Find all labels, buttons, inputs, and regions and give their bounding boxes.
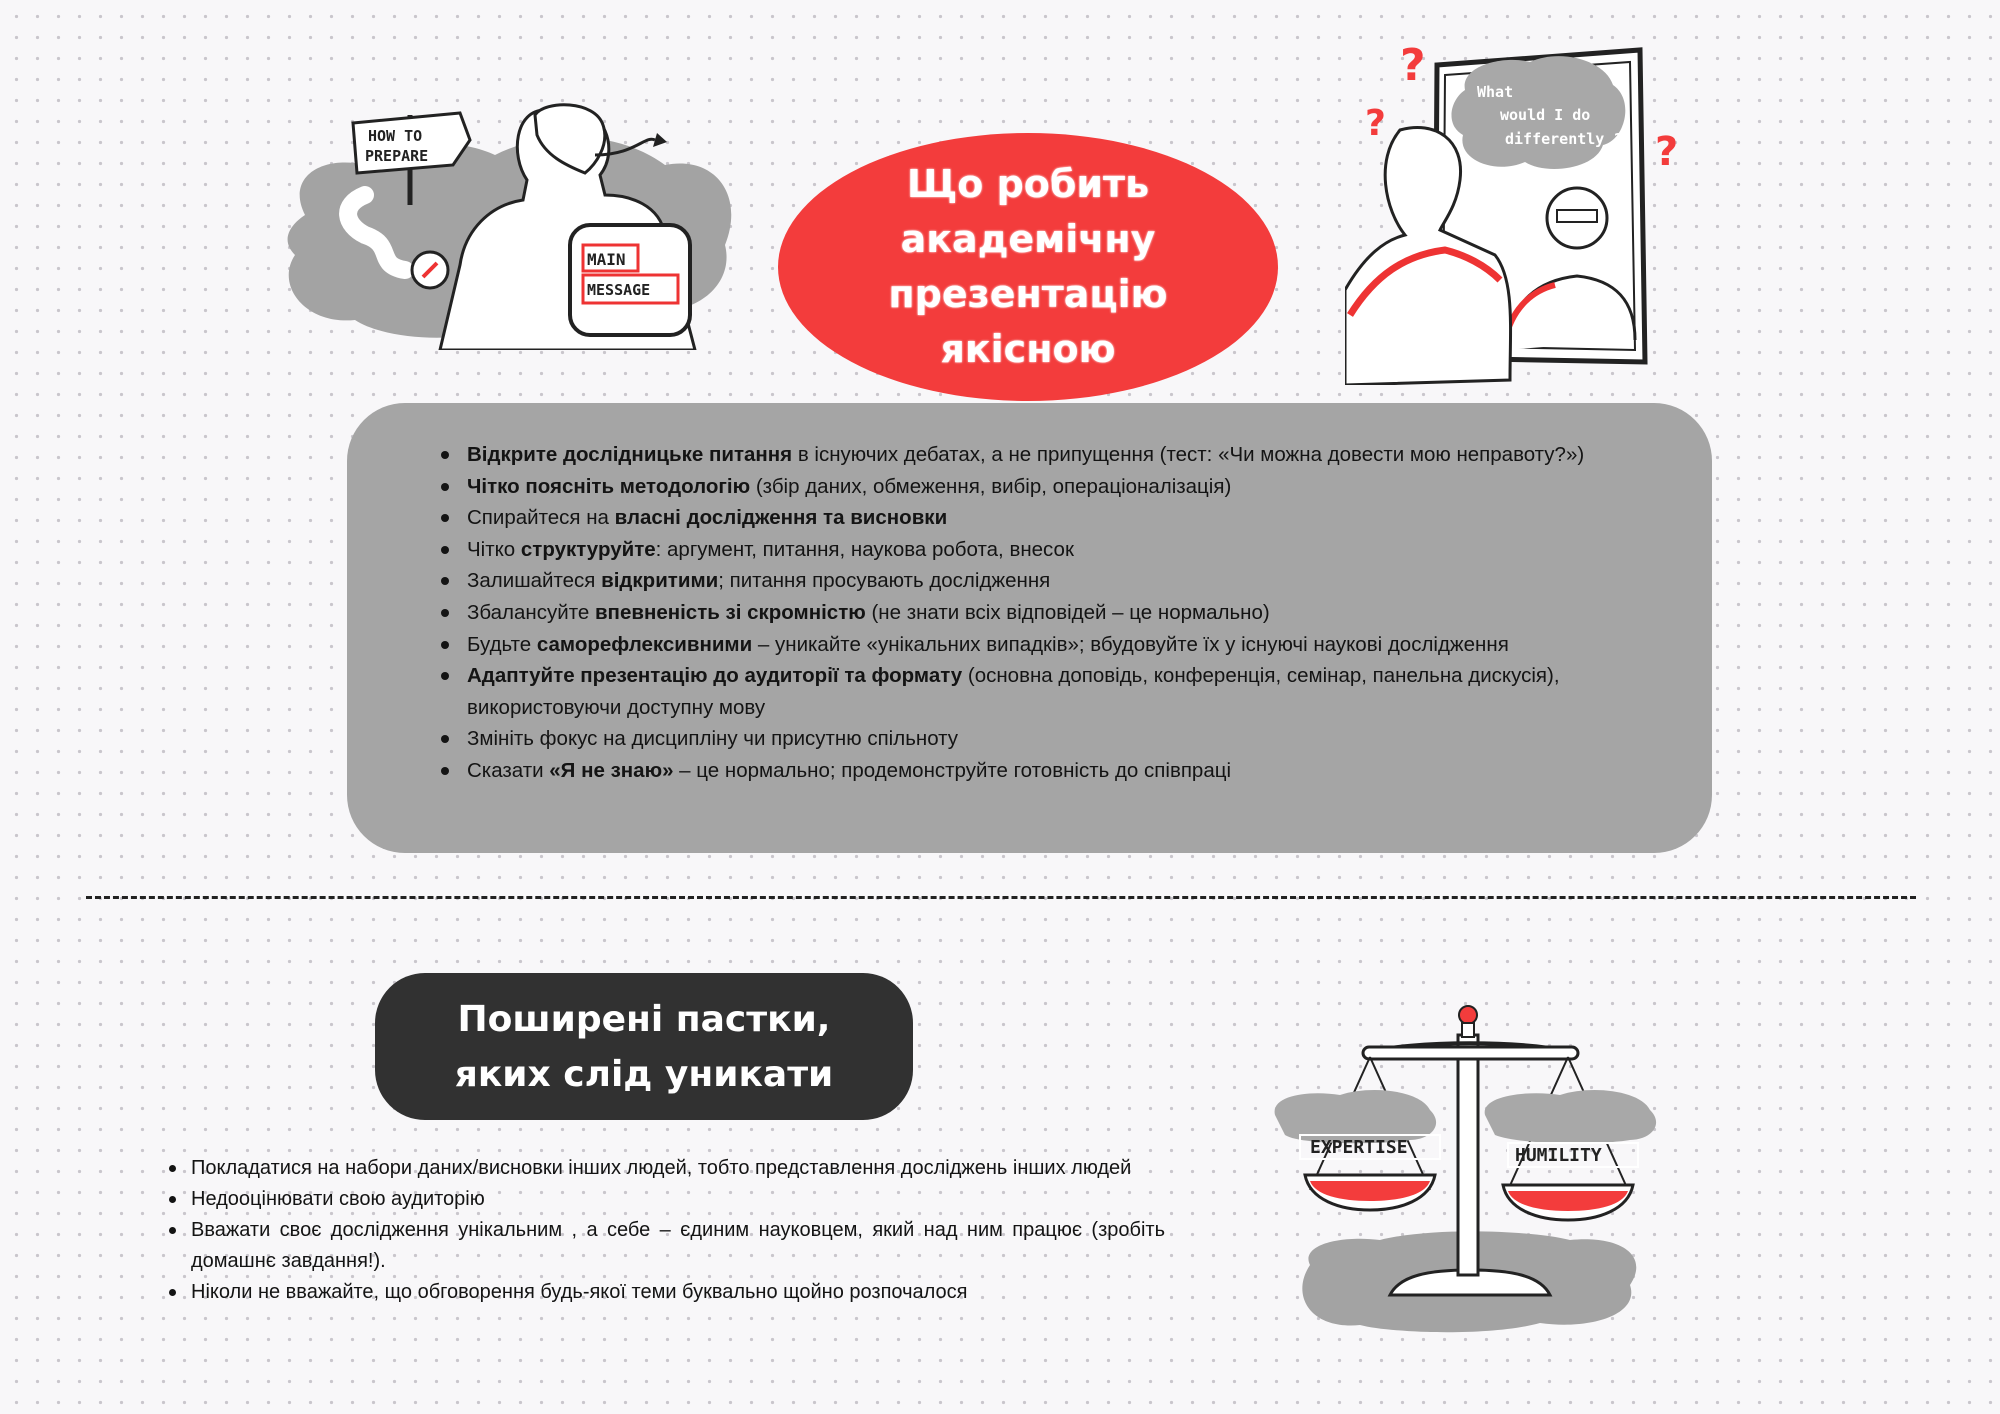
svg-text:?: ? (1655, 129, 1679, 175)
section-divider (86, 896, 1916, 899)
list-item: Спирайтеся на власні дослідження та висновки (439, 502, 1649, 534)
list-item: Будьте саморефлексивними – уникайте «унікальних випадків»; вбудовуйте їх у існуючі наукові дослідження (439, 629, 1649, 661)
compass-icon (412, 252, 448, 288)
balance-scale-illustration (1270, 995, 1670, 1340)
list-item: Ніколи не вважайте, що обговорення будь-якої теми буквально щойно розпочалося (163, 1277, 1165, 1308)
svg-text:differently ?: differently ? (1505, 130, 1623, 148)
page-title: Що робить академічну презентацію якісною (888, 162, 1168, 371)
list-item: Змініть фокус на дисципліну чи присутню спільноту (439, 723, 1649, 755)
list-item: Адаптуйте презентацію до аудиторії та формату (основна доповідь, конференція, семінар, панельна дискусія), використовуючи доступну мову (439, 660, 1649, 723)
list-item: Чітко структуруйте: аргумент, питання, наукова робота, внесок (439, 534, 1649, 566)
pitfalls-title: Поширені пастки, яких слід уникати (454, 998, 834, 1095)
pitfalls-heading-box (375, 973, 913, 1120)
svg-text:EXPERTISE: EXPERTISE (1310, 1137, 1408, 1158)
svg-text:?: ? (1400, 40, 1426, 91)
svg-text:HUMILITY: HUMILITY (1515, 1145, 1602, 1166)
svg-text:would I do: would I do (1500, 106, 1591, 124)
qualities-panel (347, 403, 1712, 853)
list-item: Вважати своє дослідження унікальним , а себе – єдиним науковцем, який над ним працює (зробіть домашнє завдання!). (163, 1215, 1165, 1277)
backpack-main-message (570, 225, 690, 335)
header-ellipse (778, 133, 1278, 401)
list-item: Покладатися на набори даних/висновки інших людей, тобто представлення досліджень інших людей (163, 1153, 1165, 1184)
list-item: Недооцінювати свою аудиторію (163, 1184, 1165, 1215)
sign-how-to-prepare (353, 113, 470, 173)
svg-text:MESSAGE: MESSAGE (587, 281, 651, 299)
man-looking-in-mirror-illustration (1345, 40, 1690, 385)
svg-text:?: ? (1365, 103, 1386, 144)
list-item: Збалансуйте впевненість зі скромністю (не знати всіх відповідей – це нормально) (439, 597, 1649, 629)
svg-text:PREPARE: PREPARE (365, 147, 429, 165)
svg-text:HOW TO: HOW TO (368, 127, 423, 145)
thought-bubble (1451, 56, 1625, 169)
list-item: Чітко поясніть методологію (збір даних, обмеження, вибір, операціоналізація) (439, 471, 1649, 503)
qualities-list (439, 439, 1649, 787)
svg-text:MAIN: MAIN (587, 250, 626, 269)
hiker-with-compass-illustration (265, 95, 745, 350)
svg-text:What: What (1477, 83, 1514, 101)
list-item: Відкрите дослідницьке питання в існуючих дебатах, а не припущення (тест: «Чи можна довести мою неправоту?») (439, 439, 1649, 471)
list-item: Сказати «Я не знаю» – це нормально; продемонструйте готовність до співпраці (439, 755, 1649, 787)
pitfalls-list (163, 1153, 1165, 1308)
list-item: Залишайтеся відкритими; питання просувають дослідження (439, 565, 1649, 597)
